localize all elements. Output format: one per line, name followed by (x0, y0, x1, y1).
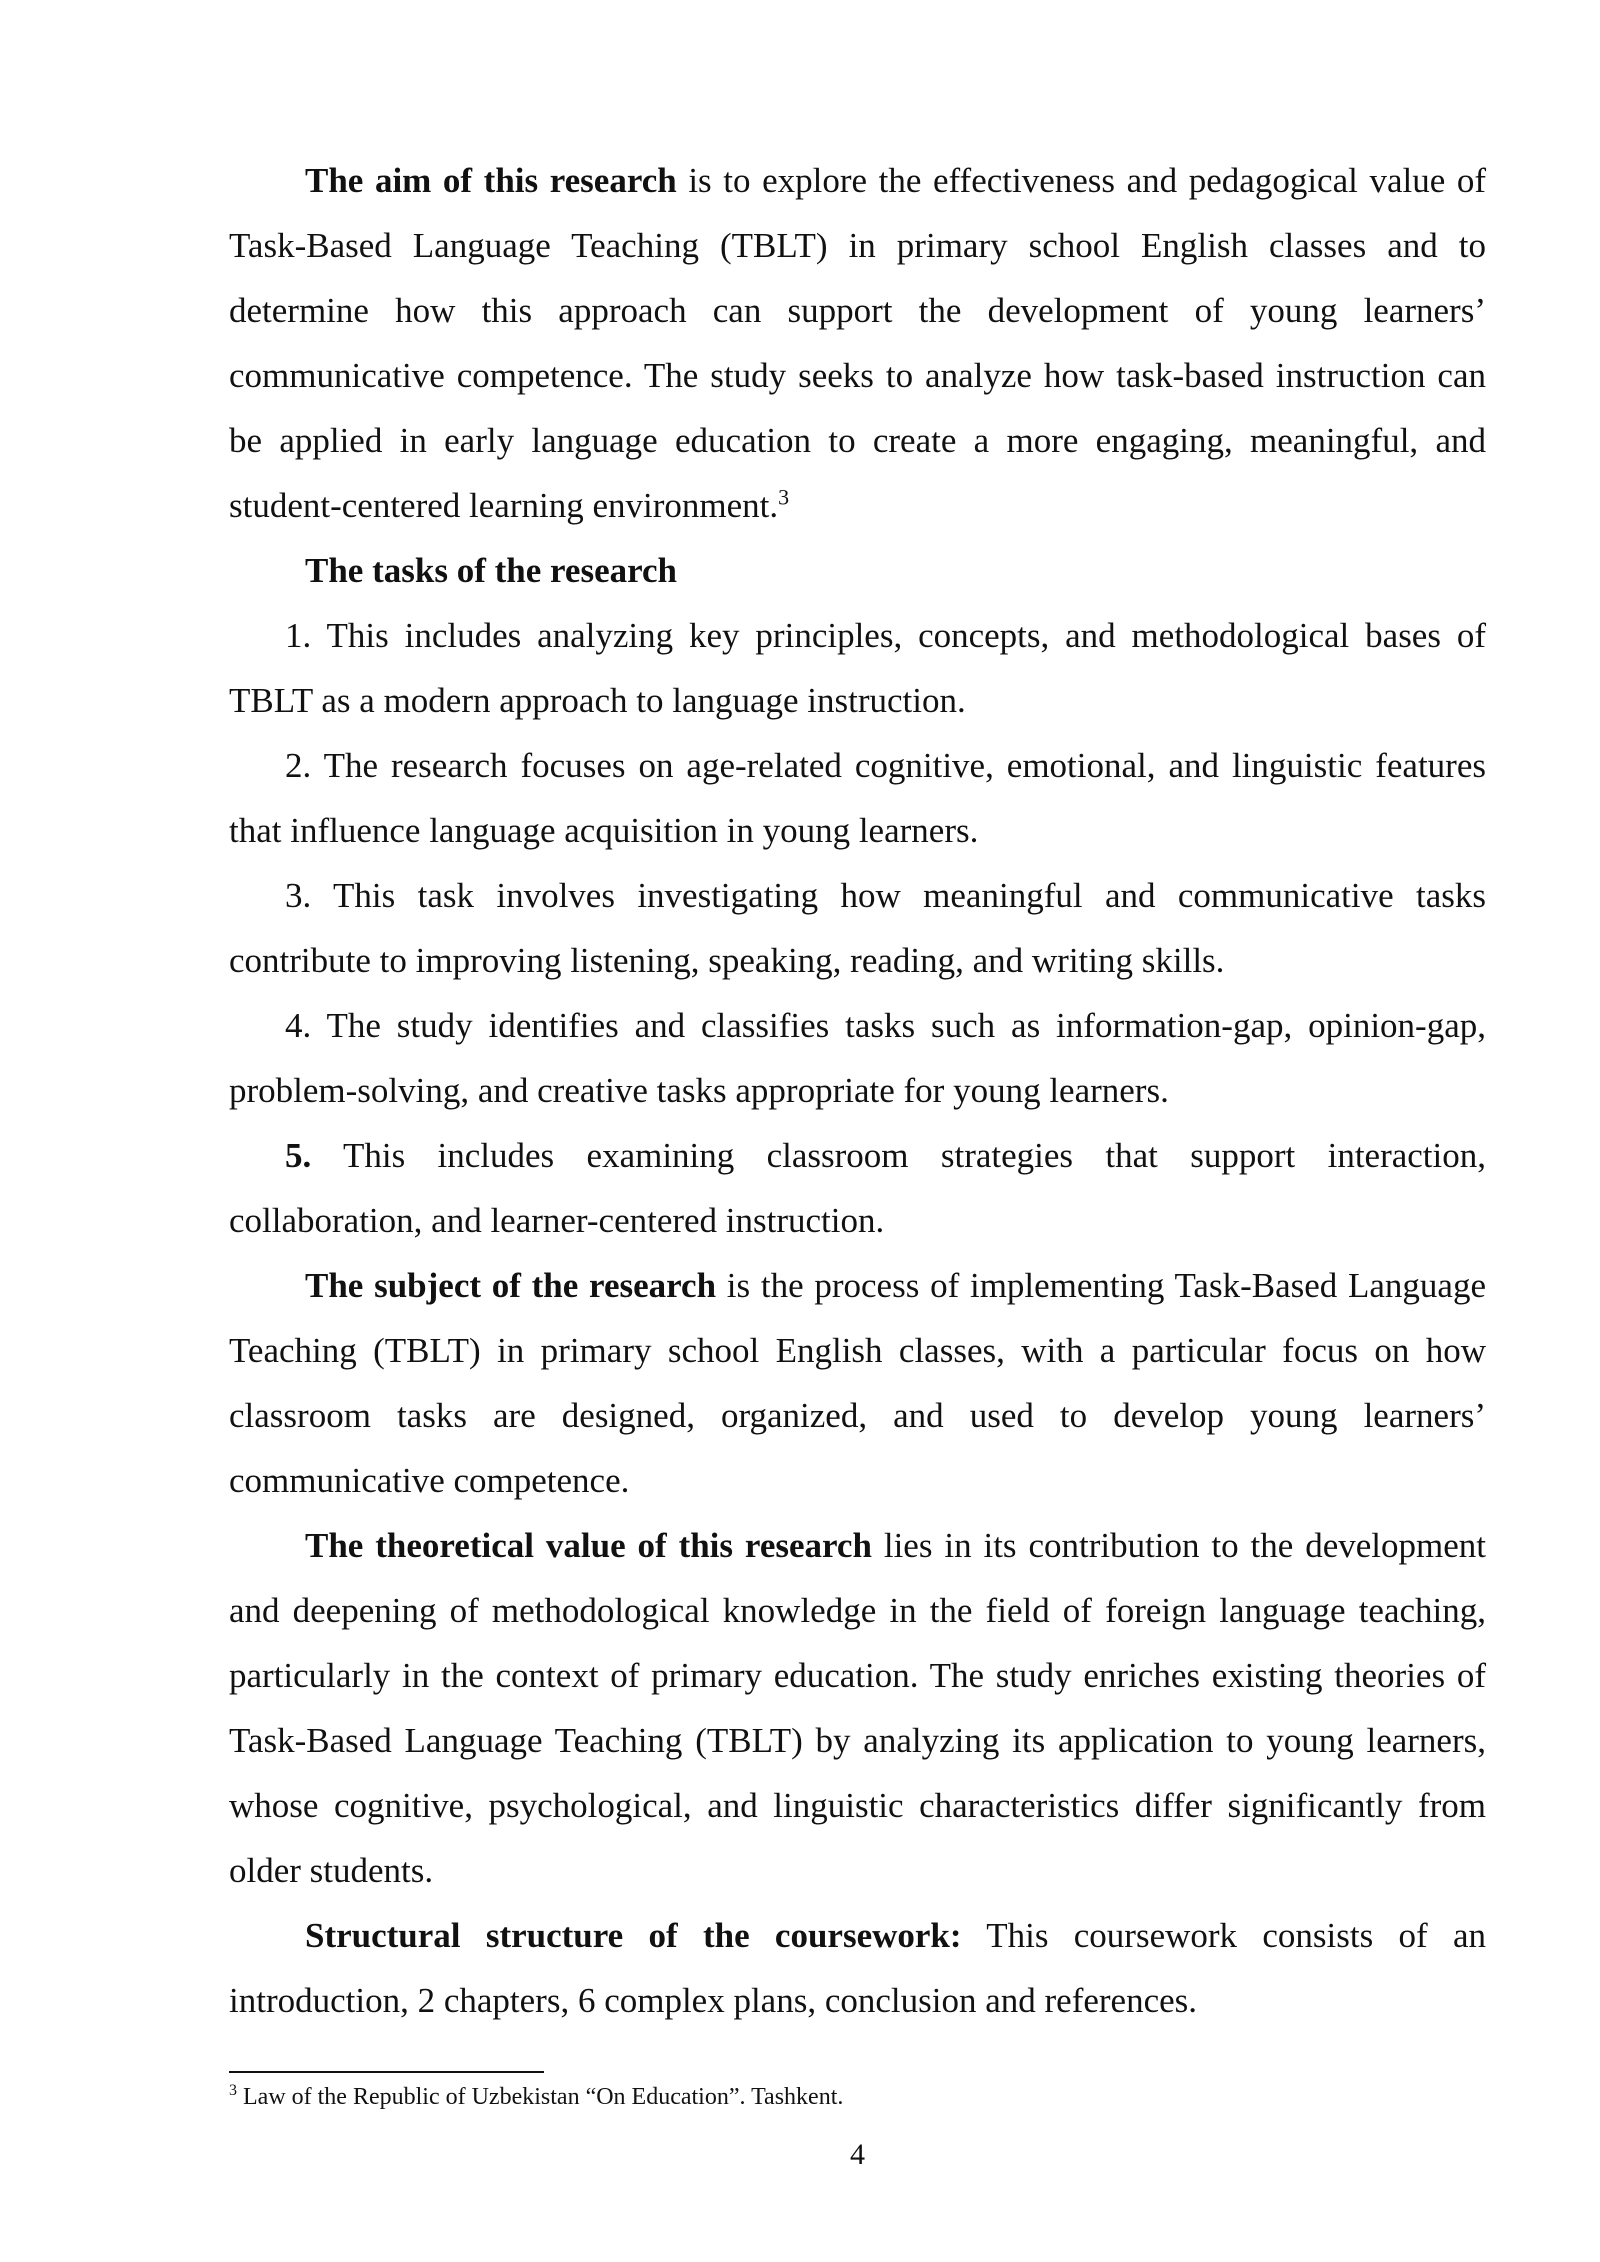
theoretical-paragraph (229, 1513, 1486, 1903)
structure-paragraph (229, 1903, 1486, 2033)
task-item-1 (229, 603, 1486, 733)
task-item-3 (229, 863, 1486, 993)
footnote (229, 2080, 1486, 2114)
task-number: 4. (285, 1006, 312, 1045)
footnote-number: 3 (229, 2082, 237, 2099)
task-number: 1. (285, 616, 312, 655)
theoretical-lead: The theoretical value of this research (305, 1526, 872, 1565)
footnote-text: Law of the Republic of Uzbekistan “On Education”. Tashkent. (237, 2084, 844, 2110)
footnote-divider (229, 2071, 544, 2073)
aim-text: is to explore the effectiveness and pedagogical value of Task-Based Language Teaching (TBLT) in primary school English classes and to determine how this approach can support the development of young learners’ communicative competence. The study seeks to analyze how task-based instruction can be applied in early language education to create a more engaging, meaningful, and student-centered learning environment. (229, 161, 1486, 525)
task-text: The study identifies and classifies tasks such as information-gap, opinion-gap, problem-solving, and creative tasks appropriate for young learners. (229, 1006, 1486, 1110)
task-number: 3. (285, 876, 312, 915)
theoretical-text: lies in its contribution to the development and deepening of methodological knowledge in the field of foreign language teaching, particularly in the context of primary education. The study enriches existing theories of Task-Based Language Teaching (TBLT) by analyzing its application to young learners, whose cognitive, psychological, and linguistic characteristics differ significantly from older students. (229, 1526, 1486, 1890)
page-number: 4 (850, 2138, 865, 2171)
structure-lead: Structural structure of the coursework: (305, 1916, 962, 1955)
subject-paragraph (229, 1253, 1486, 1513)
task-text: This task involves investigating how meaningful and communicative tasks contribute to improving listening, speaking, reading, and writing skills. (229, 876, 1486, 980)
task-text: This includes examining classroom strategies that support interaction, collaboration, and learner-centered instruction. (229, 1136, 1486, 1240)
subject-text: is the process of implementing Task-Based Language Teaching (TBLT) in primary school English classes, with a particular focus on how classroom tasks are designed, organized, and used to develop young learners’ communicative competence. (229, 1266, 1486, 1500)
task-item-4 (229, 993, 1486, 1123)
body-text (229, 148, 1486, 2033)
task-item-2 (229, 733, 1486, 863)
structure-text: This coursework consists of an introduction, 2 chapters, 6 complex plans, conclusion and references. (229, 1916, 1486, 2020)
task-text: This includes analyzing key principles, concepts, and methodological bases of TBLT as a modern approach to language instruction. (229, 616, 1486, 720)
aim-lead: The aim of this research (305, 161, 677, 200)
task-number: 5. (285, 1136, 312, 1175)
aim-paragraph (229, 148, 1486, 538)
task-text: The research focuses on age-related cognitive, emotional, and linguistic features that influence language acquisition in young learners. (229, 746, 1486, 850)
subject-lead: The subject of the research (305, 1266, 717, 1305)
footnote-reference[interactable]: 3 (778, 484, 790, 510)
task-number: 2. (285, 746, 312, 785)
tasks-heading: The tasks of the research (305, 551, 678, 590)
task-item-5 (229, 1123, 1486, 1253)
